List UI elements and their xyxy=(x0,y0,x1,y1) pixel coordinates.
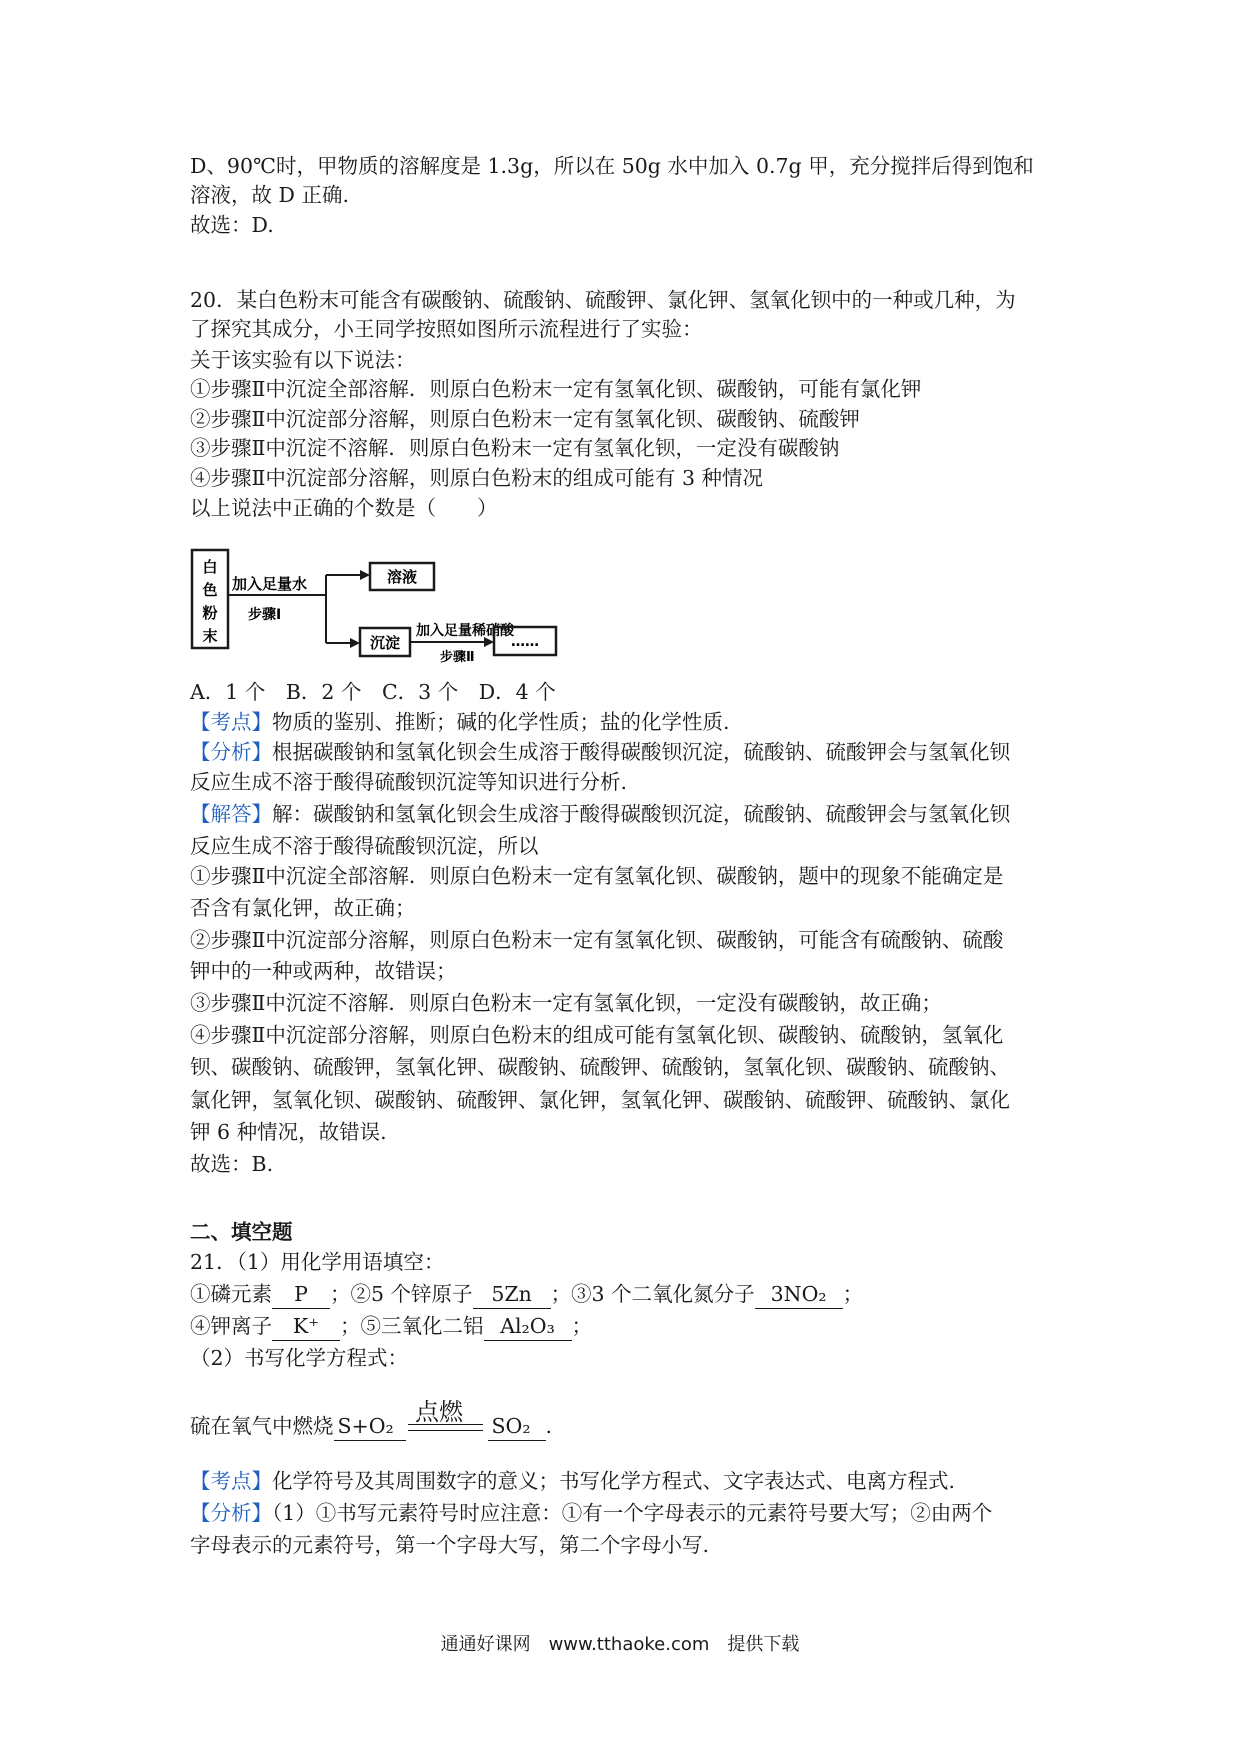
text-line: 否含有氯化钾，故正确； xyxy=(190,896,416,920)
text-line: 反应生成不溶于酸得硫酸钡沉淀，所以 xyxy=(190,834,539,858)
fenxi-text: （1）①书写元素符号时应注意：①有一个字母表示的元素符号要大写；②由两个 xyxy=(272,1501,993,1525)
answer-blank: 3NO₂ xyxy=(755,1280,843,1309)
equation-end: . xyxy=(545,1414,553,1438)
fenxi-line xyxy=(190,738,1010,766)
question-21-title: 21．（1）用化学用语填空： xyxy=(190,1250,445,1274)
step2-label: 加入足量稀硝酸 xyxy=(416,623,514,639)
equation-left: S+O₂ xyxy=(334,1412,406,1441)
fill-text: ； xyxy=(842,1282,864,1306)
section-heading: 二、填空题 xyxy=(190,1220,293,1244)
fill-text: ①磷元素 xyxy=(190,1282,272,1306)
precipitate-label: 沉淀 xyxy=(369,634,401,652)
question-prompt: 以上说法中正确的个数是（ ） xyxy=(190,496,498,520)
text-line: 溶液，故 D 正确. xyxy=(190,183,349,207)
kaodian-tag: 【考点】 xyxy=(190,1469,272,1493)
fenxi-tag: 【分析】 xyxy=(190,1501,272,1525)
equation-right: SO₂ xyxy=(488,1412,546,1441)
white-powder-char: 色 xyxy=(202,581,218,599)
reaction-condition: 点燃 xyxy=(415,1398,463,1426)
text-line: D、90℃时，甲物质的溶解度是 1.3g，所以在 50g 水中加入 0.7g 甲，充分搅拌后得到饱和 xyxy=(190,154,1034,178)
fenxi-text: 根据碳酸钠和氢氧化钡会生成溶于酸得碳酸钡沉淀，硫酸钠、硫酸钾会与氢氧化钡 xyxy=(272,740,1010,764)
answer-blank: 5Zn xyxy=(473,1280,551,1309)
answer-blank: Al₂O₃ xyxy=(484,1312,572,1341)
jieda-text: 解：碳酸钠和氢氧化钡会生成溶于酸得碳酸钡沉淀，硫酸钠、硫酸钾会与氢氧化钡 xyxy=(272,802,1010,826)
text-line: 氯化钾，氢氧化钡、碳酸钠、硫酸钾、氯化钾，氢氧化钾、碳酸钠、硫酸钾、硫酸钠、氯化 xyxy=(190,1088,1010,1112)
text-line: 故选：B. xyxy=(190,1152,274,1176)
white-powder-char: 粉 xyxy=(202,604,218,622)
text-line: 反应生成不溶于酸得硫酸钡沉淀等知识进行分析. xyxy=(190,770,628,794)
step2-name: 步骤Ⅱ xyxy=(440,650,475,665)
kaodian-line xyxy=(190,708,730,736)
jieda-tag: 【解答】 xyxy=(190,802,272,826)
fill-text: ； xyxy=(571,1314,592,1338)
text-line: 钡、碳酸钠、硫酸钾，氢氧化钾、碳酸钠、硫酸钾、硫酸钠，氢氧化钡、碳酸钠、硫酸钠、 xyxy=(190,1055,1010,1079)
fenxi-tag: 【分析】 xyxy=(190,740,272,764)
fill-text: ④钾离子 xyxy=(190,1314,272,1338)
statement-3: ③步骤Ⅱ中沉淀不溶解．则原白色粉末一定有氢氧化钡，一定没有碳酸钠 xyxy=(190,436,840,460)
equation-prefix: 硫在氧气中燃烧 xyxy=(190,1414,334,1438)
statement-1: ①步骤Ⅱ中沉淀全部溶解．则原白色粉末一定有氢氧化钡、碳酸钠，可能有氯化钾 xyxy=(190,377,922,401)
jieda-line xyxy=(190,800,1010,828)
chemical-equation-line xyxy=(190,1412,552,1441)
kaodian-text: 化学符号及其周围数字的意义；书写化学方程式、文字表达式、电离方程式. xyxy=(272,1469,956,1493)
text-line: 钾中的一种或两种，故错误； xyxy=(190,959,457,983)
text-line: （2）书写化学方程式： xyxy=(190,1346,409,1370)
fill-text: ；③3 个二氧化氮分子 xyxy=(550,1282,755,1306)
statement-2: ②步骤Ⅱ中沉淀部分溶解，则原白色粉末一定有氢氧化钡、碳酸钠、硫酸钾 xyxy=(190,407,860,431)
answer-blank: P xyxy=(272,1280,330,1309)
fill-line-1 xyxy=(190,1280,863,1309)
text-line: 钾 6 种情况，故错误. xyxy=(190,1120,387,1144)
text-line: 关于该实验有以下说法： xyxy=(190,348,416,372)
experiment-flow-diagram xyxy=(190,535,630,665)
fill-text: ；⑤三氧化二铝 xyxy=(340,1314,484,1338)
text-line: 了探究其成分，小王同学按照如图所示流程进行了实验： xyxy=(190,317,703,341)
page-footer: 通通好课网 www.tthaoke.com 提供下载 xyxy=(440,1634,800,1655)
kaodian-text: 物质的鉴别、推断；碱的化学性质；盐的化学性质. xyxy=(272,710,730,734)
text-line: ①步骤Ⅱ中沉淀全部溶解．则原白色粉末一定有氢氧化钡、碳酸钠，题中的现象不能确定是 xyxy=(190,864,1004,888)
text-line: 字母表示的元素符号，第一个字母大写，第二个字母小写. xyxy=(190,1533,710,1557)
text-line: ④步骤Ⅱ中沉淀部分溶解，则原白色粉末的组成可能有氢氧化钡、碳酸钠、硫酸钠，氢氧化 xyxy=(190,1023,1004,1047)
answer-options: A．1 个 B．2 个 C．3 个 D．4 个 xyxy=(190,680,556,704)
answer-blank: K⁺ xyxy=(272,1312,340,1341)
white-powder-char: 末 xyxy=(202,627,218,645)
fill-line-2 xyxy=(190,1312,592,1341)
solution-label: 溶液 xyxy=(386,568,418,586)
text-line: 故选：D. xyxy=(190,213,274,237)
white-powder-char: 白 xyxy=(202,558,218,576)
step1-name: 步骤Ⅰ xyxy=(248,607,282,623)
fill-text: ；②5 个锌原子 xyxy=(330,1282,473,1306)
text-line: ②步骤Ⅱ中沉淀部分溶解，则原白色粉末一定有氢氧化钡、碳酸钠，可能含有硫酸钠、硫酸 xyxy=(190,928,1004,952)
question-20-stem: 20．某白色粉末可能含有碳酸钠、硫酸钠、硫酸钾、氯化钾、氢氧化钡中的一种或几种，为 xyxy=(190,288,1016,312)
kaodian-line-2 xyxy=(190,1467,955,1495)
text-line: ③步骤Ⅱ中沉淀不溶解．则原白色粉末一定有氢氧化钡，一定没有碳酸钠，故正确； xyxy=(190,991,942,1015)
fenxi-line-2 xyxy=(190,1499,992,1527)
statement-4: ④步骤Ⅱ中沉淀部分溶解，则原白色粉末的组成可能有 3 种情况 xyxy=(190,466,764,490)
kaodian-tag: 【考点】 xyxy=(190,710,272,734)
result-label: …… xyxy=(511,634,539,650)
step1-label: 加入足量水 xyxy=(232,575,308,593)
